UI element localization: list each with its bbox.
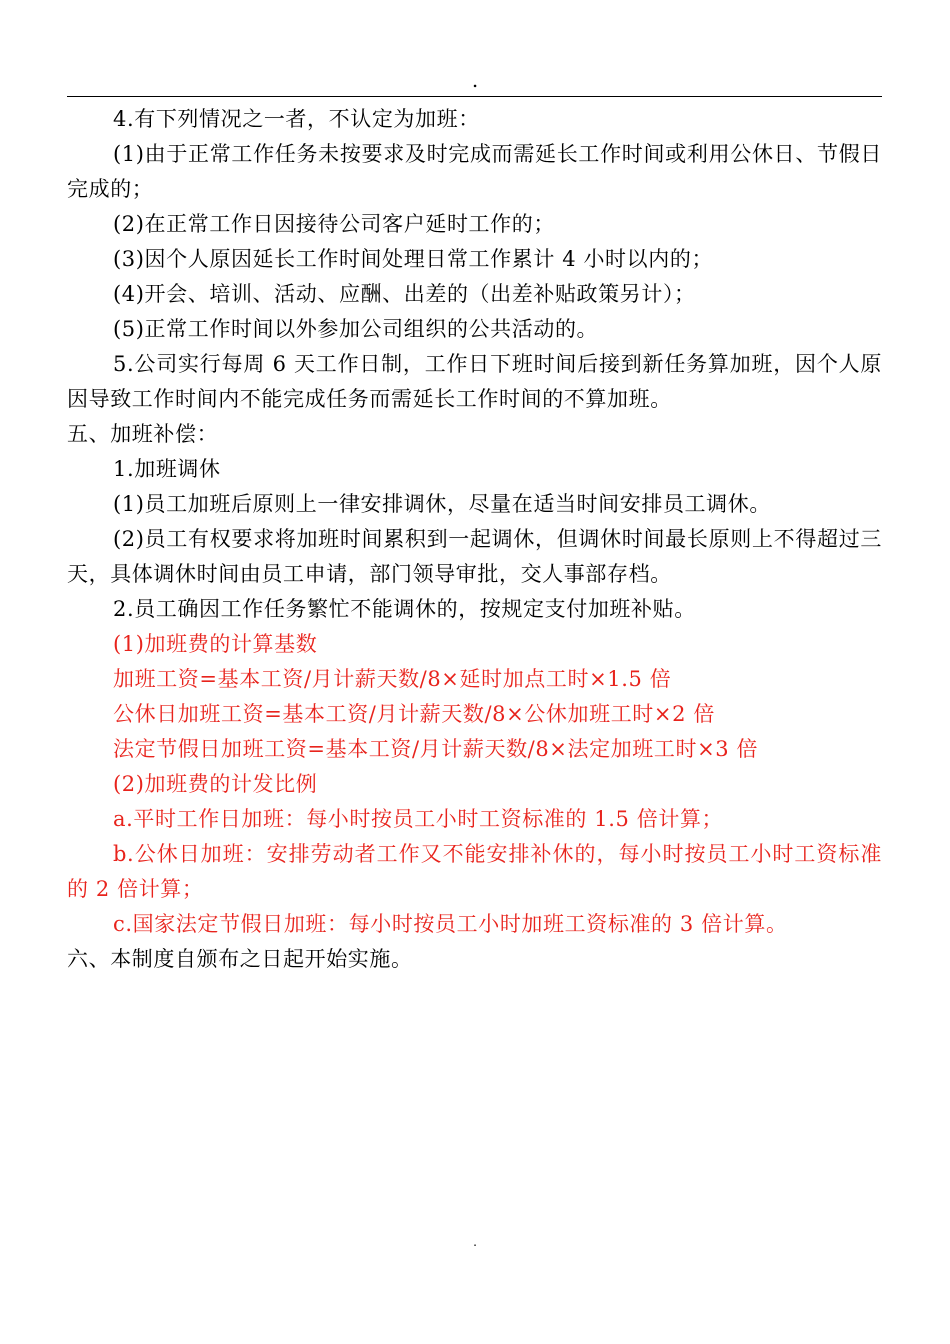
paragraph-time-off-title: 1.加班调休: [113, 457, 221, 481]
formula-weekday-overtime: 加班工资=基本工资/月计薪天数/8×延时加点工时×1.5 倍: [113, 667, 672, 691]
paragraph-subsidy-title: 2.员工确因工作任务繁忙不能调休的，按规定支付加班补贴。: [113, 597, 696, 621]
paragraph-exclusion-4: (4)开会、培训、活动、应酬、出差的（出差补贴政策另计）；: [113, 282, 696, 306]
paragraph-pay-base-title: (1)加班费的计算基数: [113, 632, 318, 656]
paragraph-ratio-rest-day: b.公休日加班：安排劳动者工作又不能安排补休的，每小时按员工小时工资标准的 2 倍计算；: [67, 842, 882, 901]
paragraph-time-off-1: (1)员工加班后原则上一律安排调休，尽量在适当时间安排员工调休。: [113, 492, 771, 516]
paragraph-time-off-2: (2)员工有权要求将加班时间累积到一起调休，但调休时间最长原则上不得超过三天，具体调休时间由员工申请，部门领导审批，交人事部存档。: [67, 527, 882, 586]
paragraph-ratio-holiday: c.国家法定节假日加班：每小时按员工小时加班工资标准的 3 倍计算。: [113, 912, 788, 936]
section-heading-compensation: 五、加班补偿：: [67, 422, 219, 446]
formula-holiday-overtime: 法定节假日加班工资=基本工资/月计薪天数/8×法定加班工时×3 倍: [113, 737, 759, 761]
header-rule: [67, 96, 882, 97]
header-mark: .: [471, 68, 479, 92]
paragraph-workweek-rule: 5.公司实行每周 6 天工作日制，工作日下班时间后接到新任务算加班，因个人原因导致工作时间内不能完成任务而需延长工作时间的不算加班。: [67, 352, 882, 411]
paragraph-exclusion-2: (2)在正常工作日因接待公司客户延时工作的；: [113, 212, 555, 236]
document-body: [67, 102, 882, 977]
paragraph-ratio-weekday: a.平时工作日加班：每小时按员工小时工资标准的 1.5 倍计算；: [113, 807, 724, 831]
section-heading-effective-date: 六、本制度自颁布之日起开始实施。: [67, 947, 413, 971]
paragraph-overtime-exclusions-title: 4.有下列情况之一者，不认定为加班：: [113, 107, 480, 131]
paragraph-exclusion-1: (1)由于正常工作任务未按要求及时完成而需延长工作时间或利用公休日、节假日完成的；: [67, 142, 882, 201]
footer-mark: .: [473, 1235, 477, 1249]
paragraph-exclusion-3: (3)因个人原因延长工作时间处理日常工作累计 4 小时以内的；: [113, 247, 714, 271]
paragraph-pay-ratio-title: (2)加班费的计发比例: [113, 772, 318, 796]
formula-rest-day-overtime: 公休日加班工资=基本工资/月计薪天数/8×公休加班工时×2 倍: [113, 702, 715, 726]
paragraph-exclusion-5: (5)正常工作时间以外参加公司组织的公共活动的。: [113, 317, 599, 341]
